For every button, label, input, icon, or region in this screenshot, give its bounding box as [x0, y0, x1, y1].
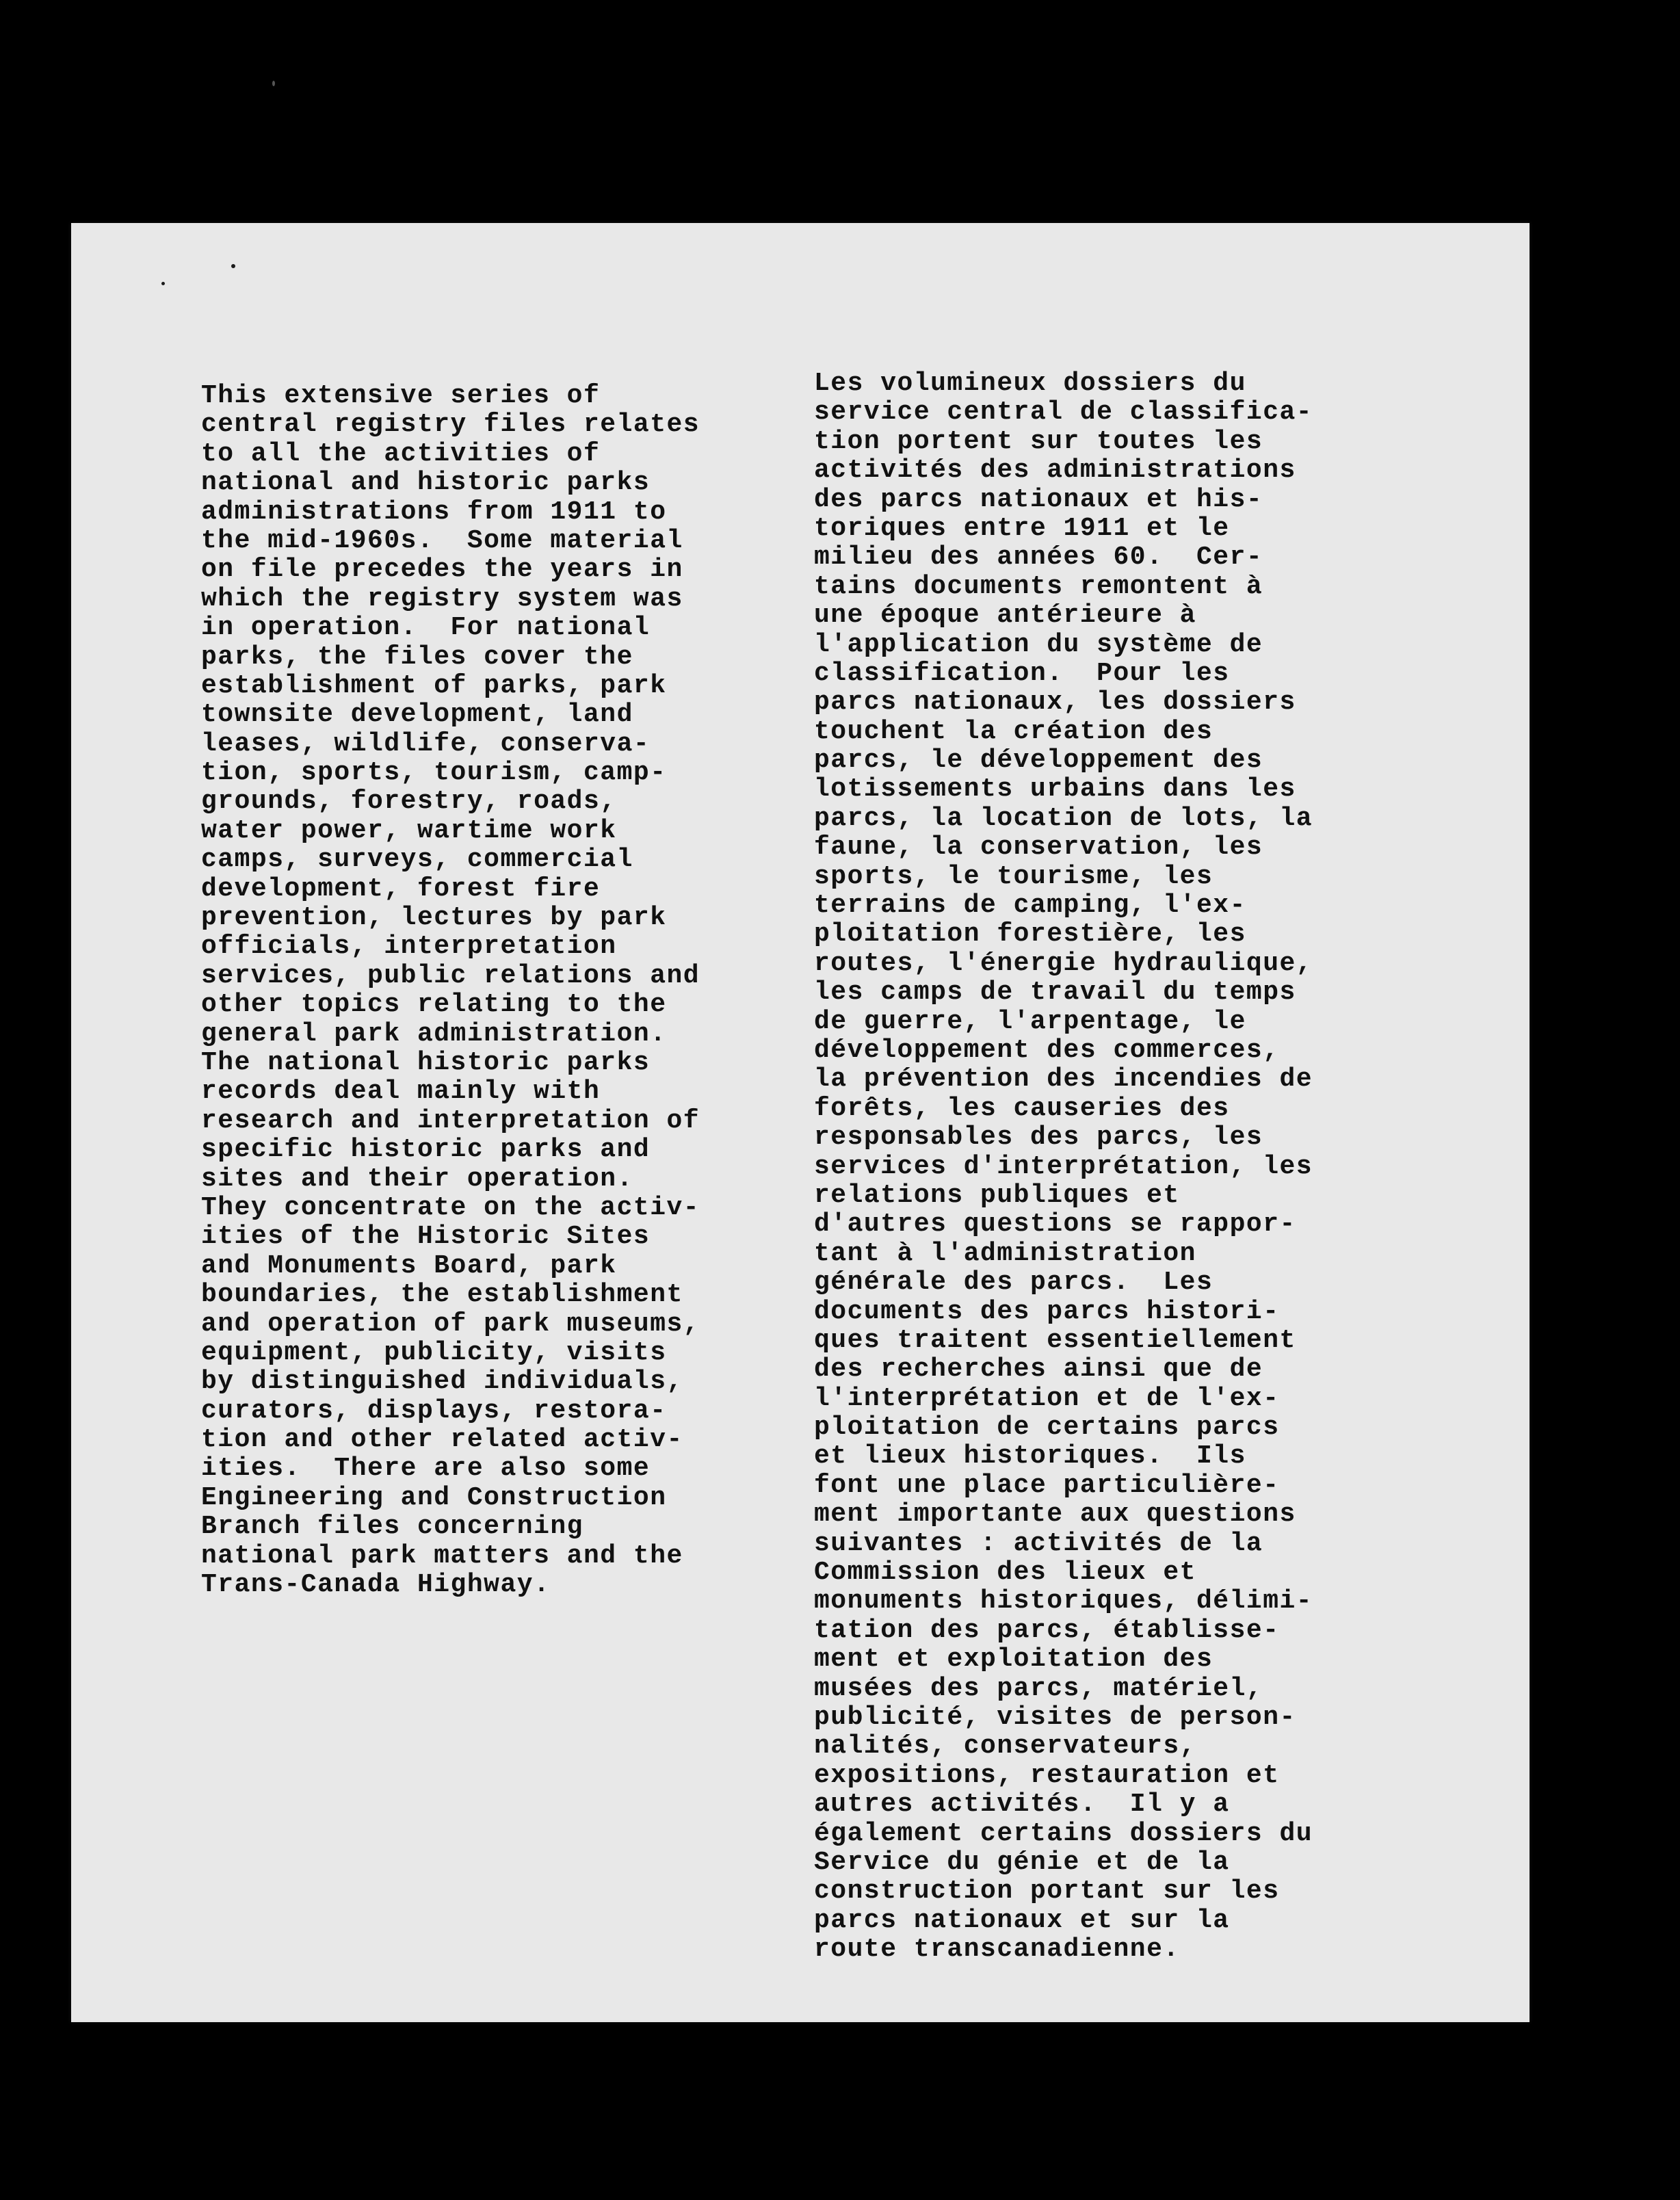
- english-text-line: Engineering and Construction: [201, 1482, 667, 1512]
- english-text-line: which the registry system was: [201, 584, 683, 614]
- english-text-line: and Monuments Board, park: [201, 1250, 617, 1281]
- french-text-line: des parcs nationaux et his-: [814, 484, 1263, 514]
- french-text-line: une époque antérieure à: [814, 601, 1196, 631]
- english-text-line: ities. There are also some: [201, 1454, 651, 1484]
- french-text-line: tation des parcs, établisse-: [814, 1615, 1280, 1645]
- french-text-line: et lieux historiques. Ils: [814, 1441, 1246, 1471]
- english-text-line: Branch files concerning: [201, 1512, 583, 1542]
- french-text-line: touchent la création des: [814, 716, 1213, 746]
- french-text-line: développement des commerces,: [814, 1035, 1280, 1065]
- english-text-line: prevention, lectures by park: [201, 903, 667, 933]
- french-text-line: terrains de camping, l'ex-: [814, 891, 1246, 921]
- french-text-line: ment importante aux questions: [814, 1500, 1296, 1530]
- scan-speck: [161, 282, 165, 285]
- french-text-line: service central de classifica-: [814, 397, 1313, 428]
- french-text-line: ploitation forestière, les: [814, 919, 1246, 950]
- french-text-line: générale des parcs. Les: [814, 1268, 1213, 1298]
- french-text-line: forêts, les causeries des: [814, 1093, 1230, 1123]
- english-text-line: officials, interpretation: [201, 932, 617, 962]
- french-text-line: Commission des lieux et: [814, 1558, 1196, 1588]
- english-column: [201, 382, 748, 1599]
- french-text-line: parcs nationaux, les dossiers: [814, 688, 1296, 718]
- english-text-line: boundaries, the establishment: [201, 1280, 683, 1310]
- english-text-line: camps, surveys, commercial: [201, 845, 633, 875]
- french-text-line: expositions, restauration et: [814, 1760, 1280, 1790]
- french-text-line: également certains dossiers du: [814, 1818, 1313, 1848]
- french-text-line: des recherches ainsi que de: [814, 1354, 1263, 1385]
- english-text-line: water power, wartime work: [201, 815, 617, 846]
- english-text-line: general park administration.: [201, 1019, 667, 1049]
- french-text-line: services d'interprétation, les: [814, 1151, 1313, 1181]
- french-text-line: routes, l'énergie hydraulique,: [814, 948, 1313, 978]
- english-text-line: ities of the Historic Sites: [201, 1222, 651, 1252]
- french-text-line: ment et exploitation des: [814, 1645, 1213, 1675]
- french-column: [814, 369, 1361, 1964]
- french-text-line: construction portant sur les: [814, 1876, 1280, 1907]
- french-text-line: Les volumineux dossiers du: [814, 369, 1246, 398]
- french-text-line: responsables des parcs, les: [814, 1123, 1263, 1153]
- english-text-line: in operation. For national: [201, 613, 651, 643]
- english-text-line: grounds, forestry, roads,: [201, 787, 617, 817]
- french-text-line: d'autres questions se rappor-: [814, 1209, 1296, 1240]
- english-text-line: administrations from 1911 to: [201, 497, 667, 527]
- french-text-line: tion portent sur toutes les: [814, 426, 1263, 456]
- french-text-line: relations publiques et: [814, 1180, 1180, 1210]
- english-text-line: specific historic parks and: [201, 1135, 651, 1165]
- english-text-line: Trans-Canada Highway.: [201, 1570, 551, 1600]
- english-text-line: This extensive series of: [201, 381, 601, 410]
- french-text-line: font une place particulière-: [814, 1470, 1280, 1500]
- french-text-line: l'application du système de: [814, 629, 1263, 659]
- english-text-line: central registry files relates: [201, 410, 700, 440]
- english-text-line: records deal mainly with: [201, 1077, 601, 1107]
- french-text-line: classification. Pour les: [814, 658, 1230, 688]
- french-text-line: sports, le tourisme, les: [814, 861, 1213, 891]
- english-text-line: The national historic parks: [201, 1047, 651, 1077]
- english-text-line: national park matters and the: [201, 1541, 683, 1571]
- english-text-line: and operation of park museums,: [201, 1309, 700, 1339]
- english-text-line: research and interpretation of: [201, 1105, 700, 1136]
- english-text-line: to all the activities of: [201, 438, 601, 469]
- document-page: [71, 223, 1530, 2022]
- french-text-line: l'interprétation et de l'ex-: [814, 1383, 1280, 1413]
- french-text-line: faune, la conservation, les: [814, 833, 1263, 863]
- french-text-line: documents des parcs histori-: [814, 1296, 1280, 1326]
- french-text-line: les camps de travail du temps: [814, 978, 1296, 1008]
- french-text-line: activités des administrations: [814, 456, 1296, 486]
- english-text-line: sites and their operation.: [201, 1164, 633, 1194]
- english-text-line: the mid-1960s. Some material: [201, 525, 683, 555]
- english-text-line: establishment of parks, park: [201, 670, 667, 700]
- scan-speck: [272, 81, 275, 86]
- english-text-line: tion and other related activ-: [201, 1425, 683, 1455]
- french-text-line: publicité, visites de person-: [814, 1702, 1296, 1732]
- french-text-line: Service du génie et de la: [814, 1847, 1230, 1877]
- french-text-line: musées des parcs, matériel,: [814, 1673, 1263, 1703]
- french-text-line: suivantes : activités de la: [814, 1528, 1263, 1558]
- french-text-line: route transcanadienne.: [814, 1935, 1180, 1965]
- english-text-line: equipment, publicity, visits: [201, 1337, 667, 1367]
- french-text-line: nalités, conservateurs,: [814, 1731, 1196, 1762]
- french-text-line: autres activités. Il y a: [814, 1790, 1230, 1820]
- french-text-line: de guerre, l'arpentage, le: [814, 1006, 1246, 1036]
- english-text-line: services, public relations and: [201, 960, 700, 991]
- french-text-line: milieu des années 60. Cer-: [814, 542, 1263, 573]
- english-text-line: development, forest fire: [201, 874, 601, 904]
- english-text-line: leases, wildlife, conserva-: [201, 729, 651, 759]
- french-text-line: parcs, la location de lots, la: [814, 803, 1313, 833]
- french-text-line: parcs nationaux et sur la: [814, 1905, 1230, 1935]
- french-text-line: tant à l'administration: [814, 1238, 1196, 1268]
- french-text-line: parcs, le développement des: [814, 746, 1263, 776]
- english-text-line: parks, the files cover the: [201, 642, 633, 672]
- french-text-line: lotissements urbains dans les: [814, 774, 1296, 804]
- english-text-line: curators, displays, restora-: [201, 1396, 667, 1426]
- english-text-line: on file precedes the years in: [201, 555, 683, 585]
- french-text-line: la prévention des incendies de: [814, 1064, 1313, 1095]
- french-text-line: tains documents remontent à: [814, 571, 1263, 601]
- french-text-line: ques traitent essentiellement: [814, 1325, 1296, 1355]
- english-text-line: tion, sports, tourism, camp-: [201, 758, 667, 788]
- scan-speck: [231, 264, 235, 268]
- french-text-line: monuments historiques, délimi-: [814, 1586, 1313, 1616]
- french-text-line: toriques entre 1911 et le: [814, 513, 1230, 543]
- english-text-line: They concentrate on the activ-: [201, 1192, 700, 1222]
- english-text-line: national and historic parks: [201, 468, 651, 498]
- english-text-line: by distinguished individuals,: [201, 1367, 683, 1397]
- english-text-line: townsite development, land: [201, 700, 633, 730]
- english-text-line: other topics relating to the: [201, 990, 667, 1020]
- french-text-line: ploitation de certains parcs: [814, 1413, 1280, 1443]
